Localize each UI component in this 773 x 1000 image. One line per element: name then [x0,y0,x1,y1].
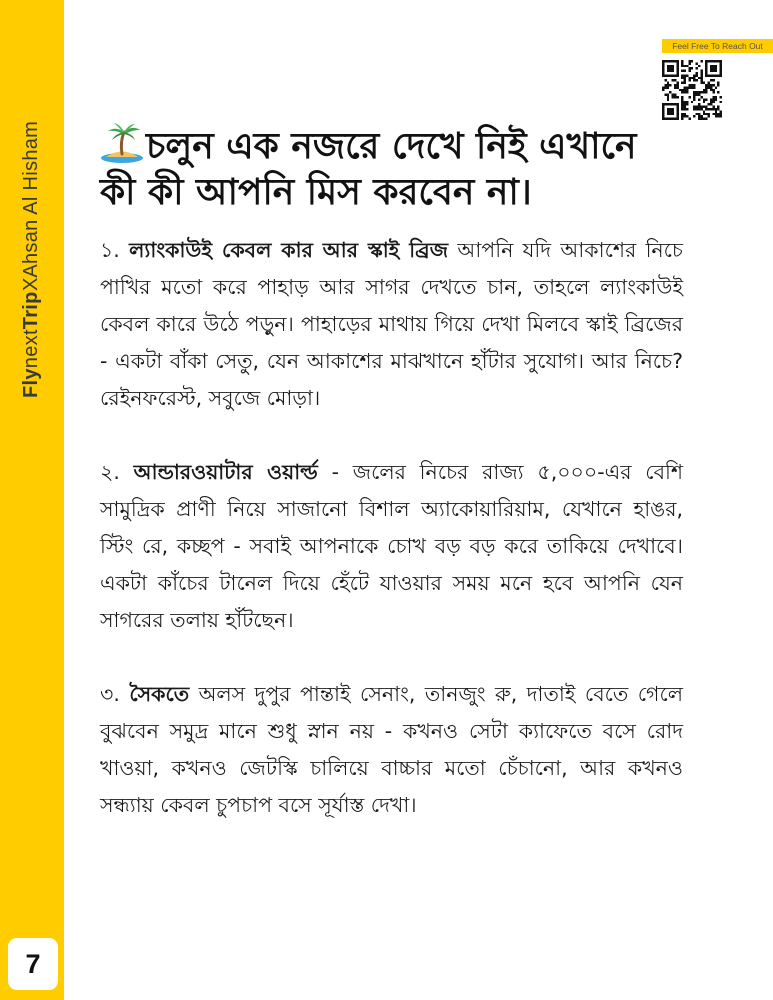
title-text-1: চলুন এক নজরে দেখে নিই এখানে [146,126,637,167]
sidebar-credit [20,24,43,398]
attractions-list [100,232,683,861]
reach-out-label: Feel Free To Reach Out [662,39,773,53]
section-number: ২. [100,460,120,484]
desert-island-icon [100,120,144,164]
attraction-underwater-world [100,454,683,639]
brand-part-fly: Fly [20,368,42,398]
attraction-cable-car [100,232,683,417]
brand-part-next: next [20,329,42,369]
section-heading: ল্যাংকাউই কেবল কার আর স্কাই ব্রিজ [129,238,449,262]
author-name: Ahsan Al Hisham [20,120,42,278]
section-number: ৩. [100,682,120,706]
page-title [100,120,700,216]
credit-separator: X [20,277,42,292]
qr-code-icon[interactable] [662,60,722,120]
page-number: 7 [8,938,58,990]
section-number: ১. [100,238,120,262]
attraction-beaches [100,676,683,824]
section-heading: আন্ডারওয়াটার ওয়ার্ল্ড [133,460,318,484]
section-text: আপনি যদি আকাশের নিচে পাখির মতো করে পাহাড় আর সাগর দেখতে চান, তাহলে ল্যাংকাউই কেবল কারে উঠে পড়ুন। পাহাড়ের মাথায় গিয়ে দেখা মিলবে স্কাই ব্রিজের - একটা বাঁকা সেতু, যেন আকাশের মাঝখানে হাঁটার সুযোগ। আর নিচে? রেইনফরেস্ট, সবুজে মোড়া। [100,238,683,410]
sidebar [0,0,64,1000]
title-line-1 [100,120,700,170]
brand-part-trip: Trip [20,291,42,330]
section-text: - জলের নিচের রাজ্য ৫,০০০-এর বেশি সামুদ্রিক প্রাণী নিয়ে সাজানো বিশাল অ্যাকোয়ারিয়াম, যেখানে হাঙর, স্টিং রে, কচ্ছপ - সবাই আপনাকে চোখ বড় বড় করে তাকিয়ে দেখাবে। একটা কাঁচের টানেল দিয়ে হেঁটে যাওয়ার সময় মনে হবে আপনি যেন সাগরের তলায় হাঁটছেন। [100,460,683,632]
section-heading: সৈকতে [129,682,190,706]
section-text: অলস দুপুর পান্তাই সেনাং, তানজুং রু, দাতাই বেতে গেলে বুঝবেন সমুদ্র মানে শুধু স্নান নয় - কখনও সেটা ক্যাফেতে বসে রোদ খাওয়া, কখনও জেটস্কি চালিয়ে বাচ্চার মতো চেঁচানো, আর কখনও সন্ধ্যায় কেবল চুপচাপ বসে সূর্যাস্ত দেখা। [100,682,683,817]
title-line-2: কী কী আপনি মিস করবেন না। [100,172,532,213]
